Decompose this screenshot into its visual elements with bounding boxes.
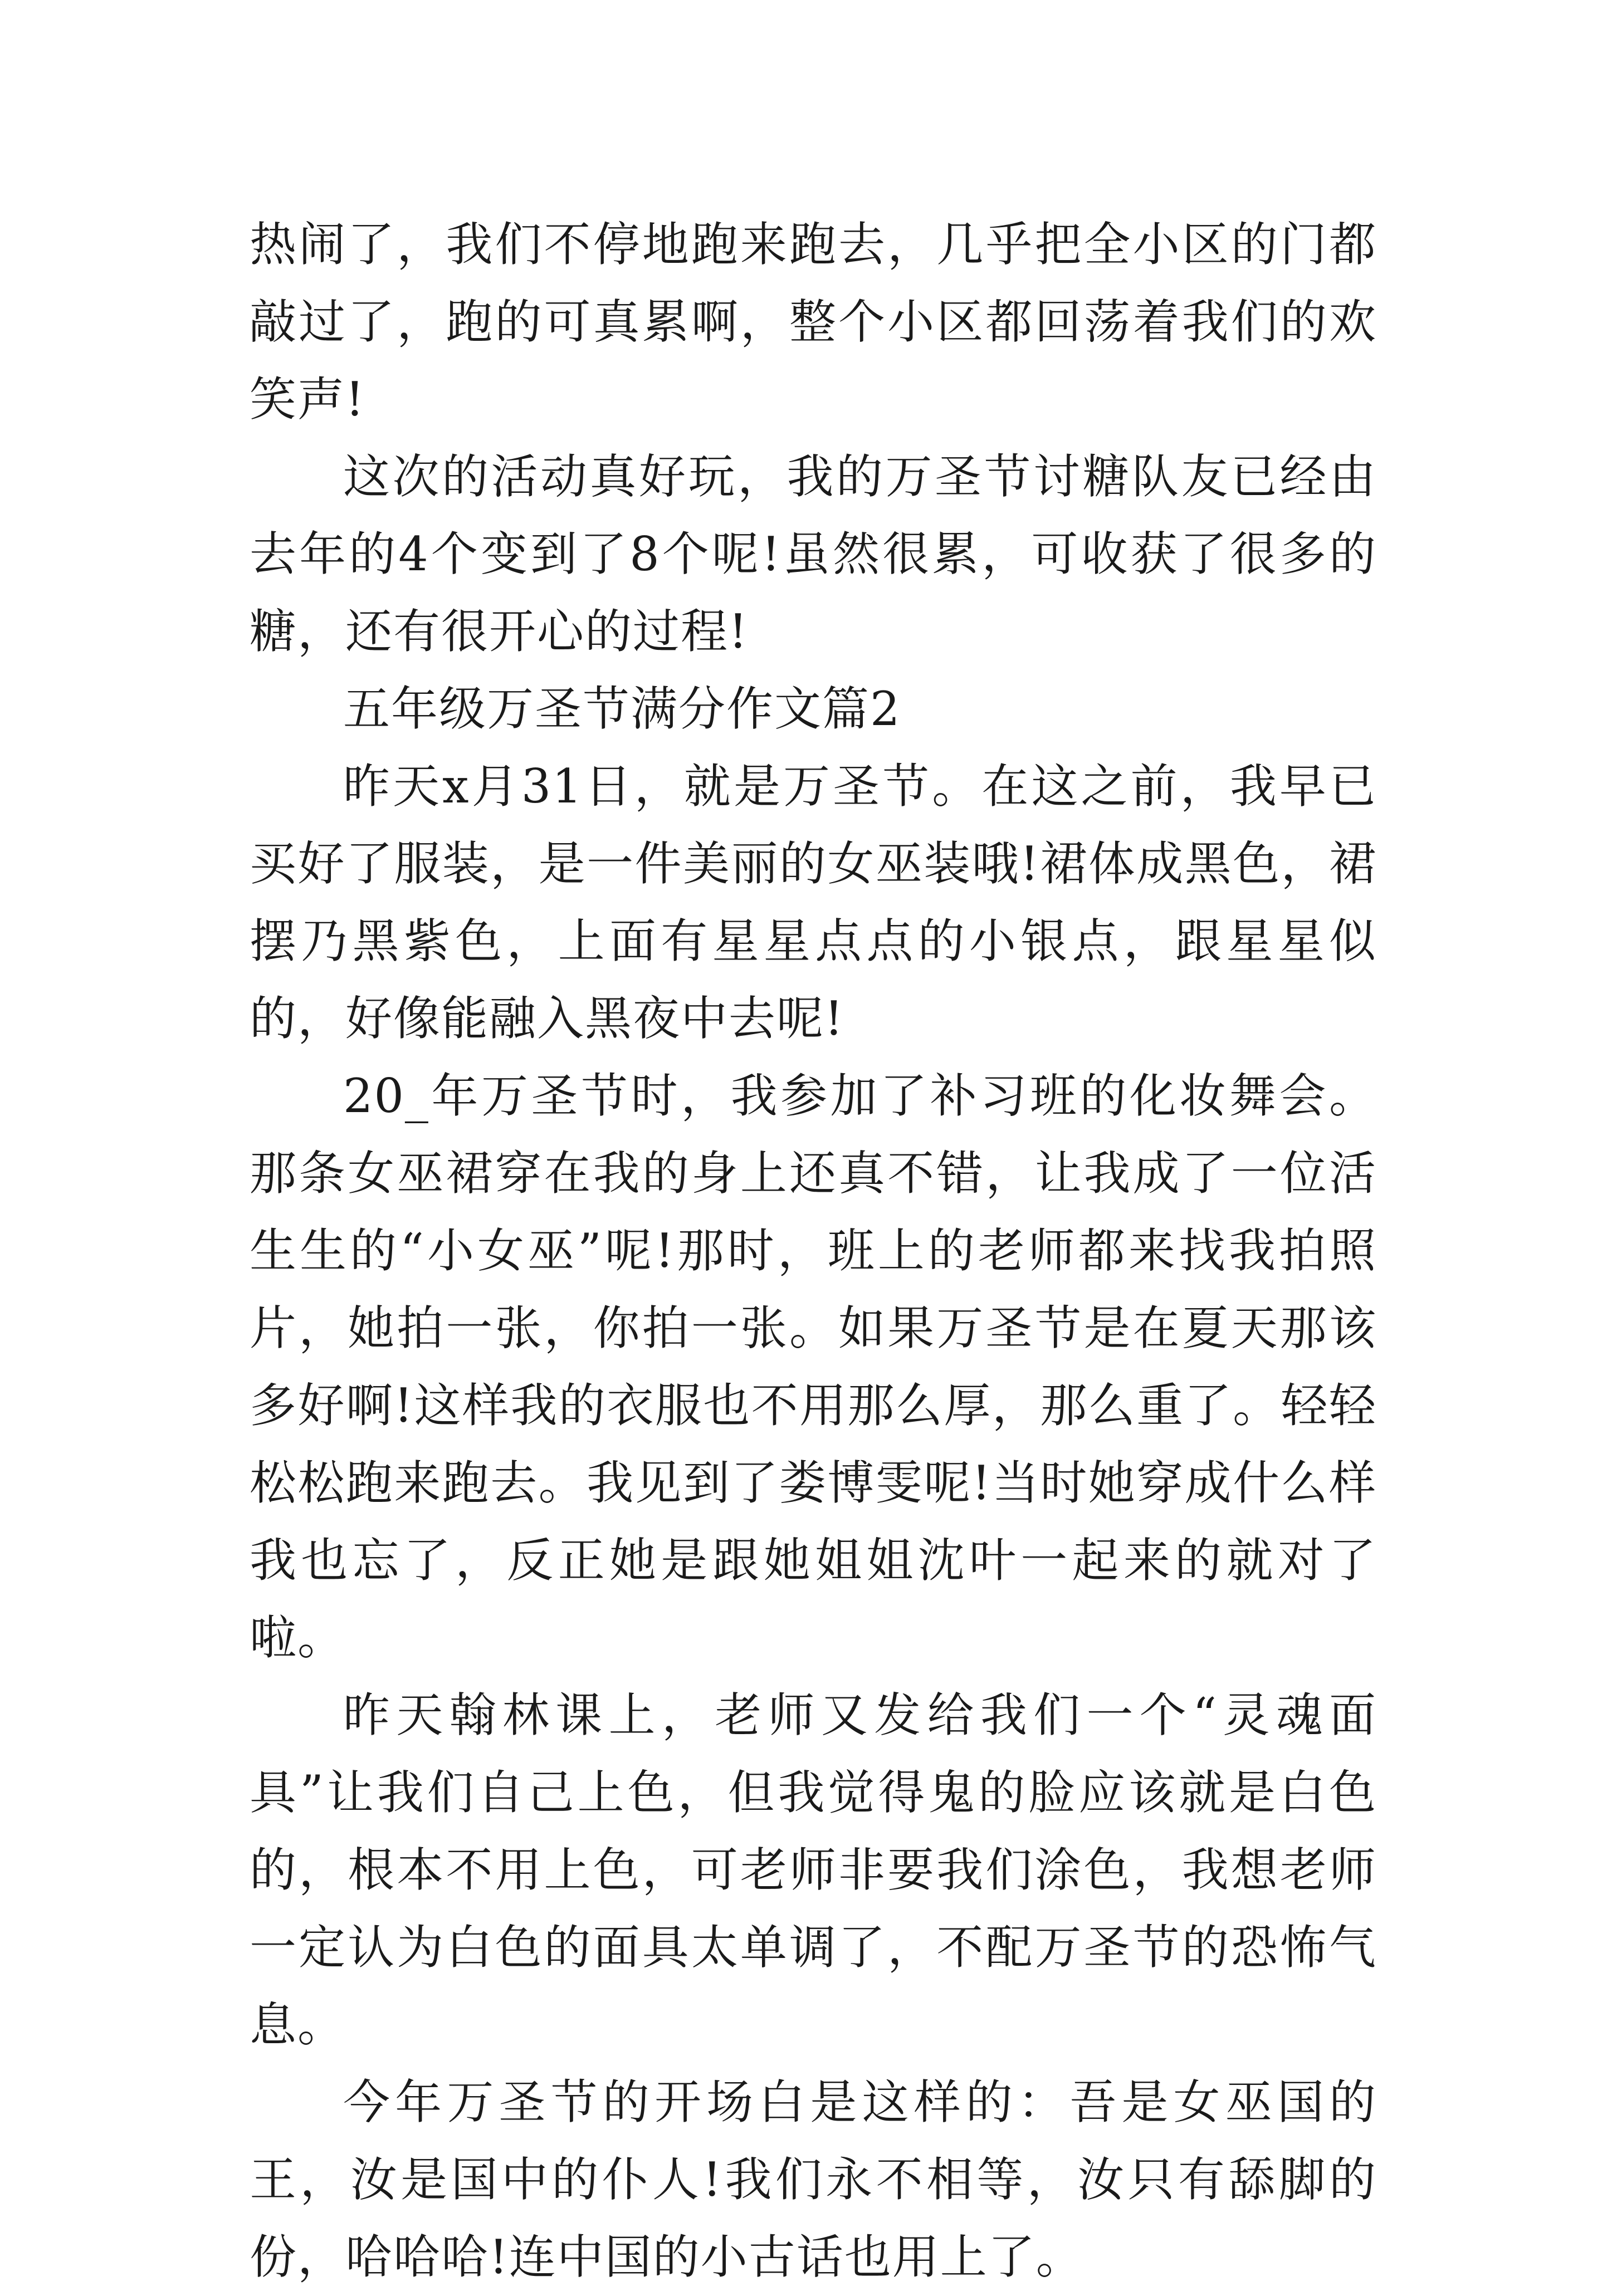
paragraph: 昨天翰林课上，老师又发给我们一个“灵魂面具”让我们自己上色，但我觉得鬼的脸应该就是白色的，根本不用上色，可老师非要我们涂色，我想老师一定认为白色的面具太单调了，不配万圣节的恐怖气息。 [250,1688,1377,2052]
paragraph: 今年万圣节的开场白是这样的：吾是女巫国的王，汝是国中的仆人!我们永不相等，汝只有舔脚的份，哈哈哈!连中国的小古话也用上了。 [250,2075,1377,2284]
paragraph: 这次的活动真好玩，我的万圣节讨糖队友已经由去年的4个变到了8个呢!虽然很累，可收获了很多的糖，还有很开心的过程! [250,449,1377,659]
document-body [250,206,1377,2296]
paragraph: 热闹了，我们不停地跑来跑去，几乎把全小区的门都敲过了，跑的可真累啊，整个小区都回荡着我们的欢笑声! [250,217,1377,427]
paragraph: 20_年万圣节时，我参加了补习班的化妆舞会。那条女巫裙穿在我的身上还真不错，让我成了一位活生生的“小女巫”呢!那时，班上的老师都来找我拍照片，她拍一张，你拍一张。如果万圣节是在夏天那该多好啊!这样我的衣服也不用那么厚，那么重了。轻轻松松跑来跑去。我见到了娄博雯呢!当时她穿成什么样我也忘了，反正她是跟她姐姐沈叶一起来的就对了啦。 [250,1069,1377,1665]
section-heading: 五年级万圣节满分作文篇2 [343,682,901,736]
paragraph: 昨天x月31日，就是万圣节。在这之前，我早已买好了服装，是一件美丽的女巫装哦!裙体成黑色，裙摆乃黑紫色，上面有星星点点的小银点，跟星星似的，好像能融入黑夜中去呢! [250,759,1377,1046]
